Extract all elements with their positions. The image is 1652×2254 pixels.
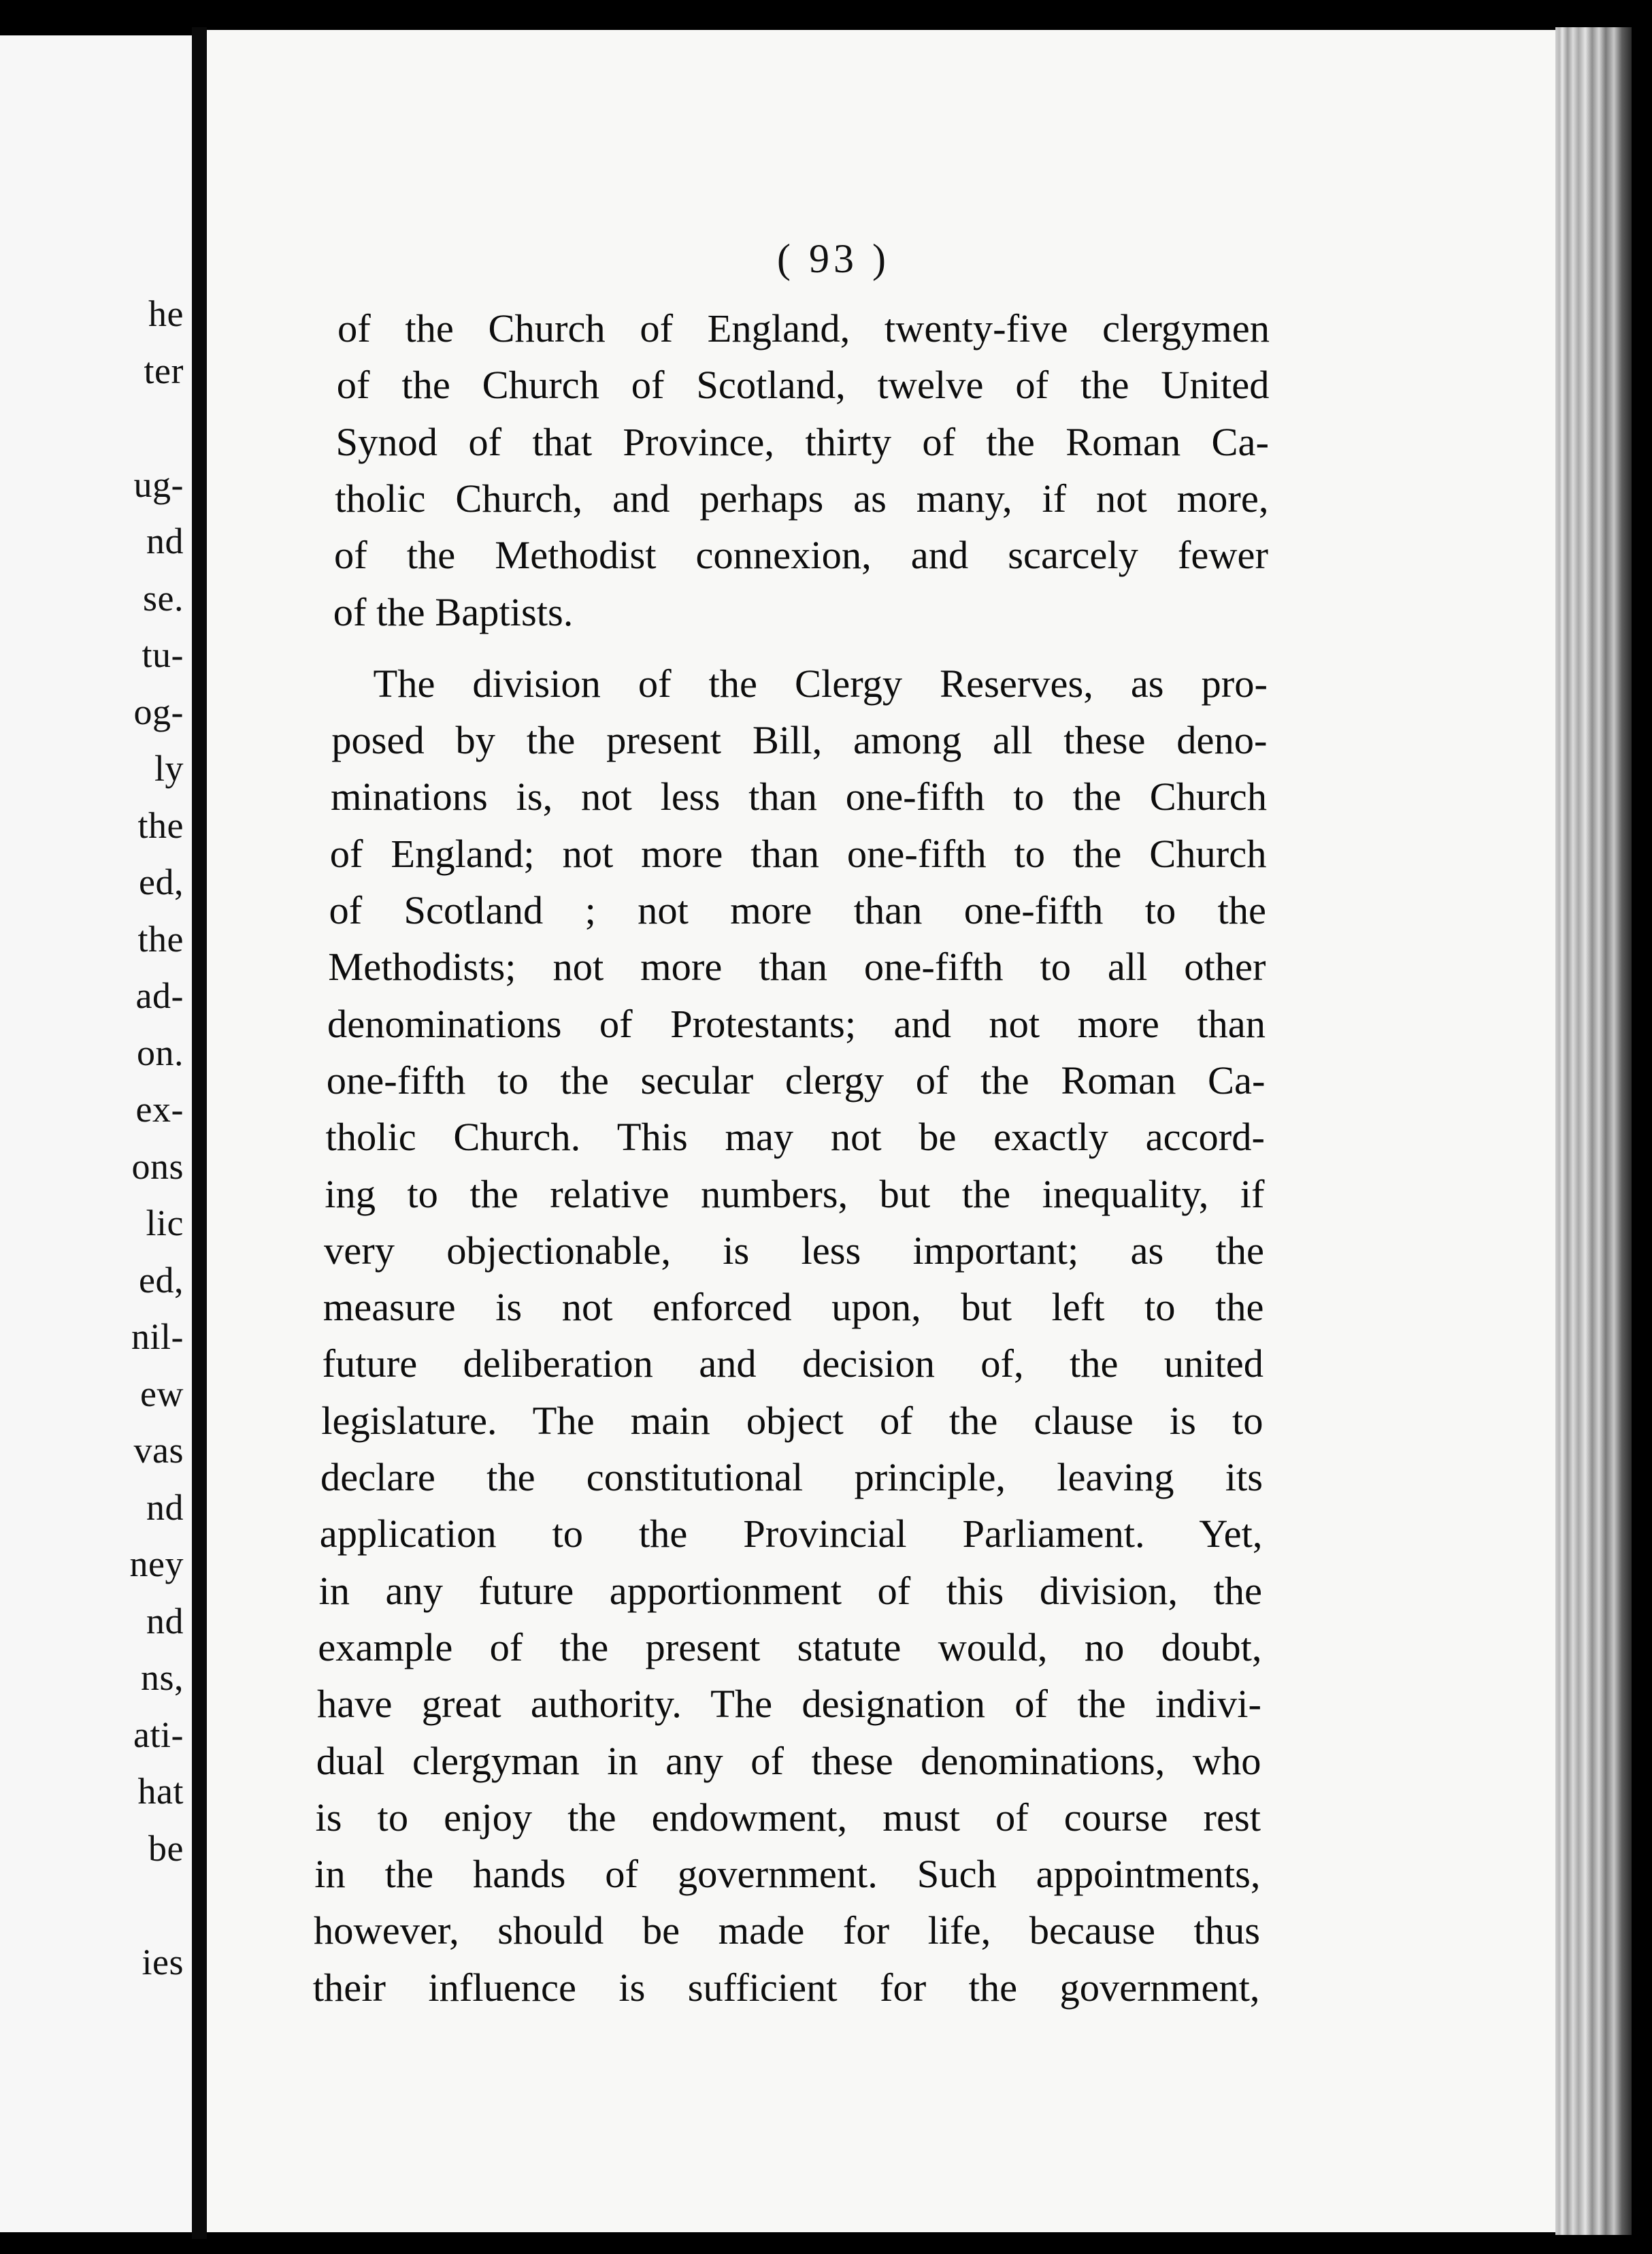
text-line: posed by the present Bill, among all these deno- — [331, 718, 1268, 763]
left-page-fragment: ug- — [133, 463, 184, 505]
text-line: application to the Provincial Parliament. Yet, — [319, 1512, 1263, 1556]
text-line: their influence is sufficient for the government, — [312, 1965, 1260, 2010]
left-page-fragment: the — [137, 804, 184, 846]
left-page-fragment: lic — [146, 1203, 184, 1243]
left-page-fragment: ad- — [135, 975, 184, 1016]
text-line: in any future apportionment of this division, the — [318, 1568, 1262, 1613]
text-line: declare the constitutional principle, leaving its — [320, 1455, 1263, 1499]
text-line: of England; not more than one-fifth to the Church — [329, 831, 1267, 876]
text-line: legislature. The main object of the clause is to — [321, 1398, 1263, 1443]
left-page-fragment: on. — [137, 1032, 184, 1073]
left-page-fragment: hat — [137, 1771, 184, 1812]
text-line: The division of the Clergy Reserves, as pro- — [373, 661, 1268, 706]
text-line: tholic Church, and perhaps as many, if not more, — [335, 476, 1269, 521]
text-line: is to enjoy the endowment, must of course rest — [315, 1795, 1261, 1840]
page-number: ( 93 ) — [777, 236, 890, 281]
left-page-fragment: ex- — [135, 1089, 184, 1130]
left-page-fragment: the — [137, 918, 184, 960]
left-page-fragment: nd — [146, 1600, 184, 1642]
left-page-fragment: he — [148, 293, 184, 334]
text-line: tholic Church. This may not be exactly accord- — [325, 1115, 1265, 1160]
left-page-fragment: be — [148, 1827, 184, 1869]
text-line: measure is not enforced upon, but left to the — [323, 1285, 1264, 1330]
left-page-fragment: se. — [143, 577, 184, 619]
left-page-fragment: ney — [129, 1544, 184, 1584]
left-page-fragment: nil- — [131, 1316, 184, 1357]
left-page-fragment: ly — [154, 748, 184, 789]
text-line: example of the present statute would, no doubt, — [318, 1624, 1262, 1669]
main-page — [207, 30, 1557, 2232]
left-page-fragment: nd — [146, 1486, 184, 1528]
text-line: Methodists; not more than one-fifth to all other — [328, 945, 1266, 990]
left-page-fragment: ies — [142, 1941, 184, 1982]
left-page-fragment: nd — [146, 521, 184, 561]
left-page-fragment: ew — [140, 1373, 184, 1414]
left-page-fragment: ed, — [139, 1259, 184, 1301]
body-text — [207, 30, 1555, 2232]
book-gutter — [192, 27, 207, 2239]
left-page-fragment: ter — [144, 350, 184, 391]
text-line: denominations of Protestants; and not more than — [327, 1001, 1266, 1046]
left-page-text-fragments — [0, 35, 192, 2232]
text-line: in the hands of government. Such appointments, — [314, 1852, 1261, 1897]
left-page-fragment: ons — [131, 1145, 184, 1187]
left-page-fragment: tu- — [142, 634, 184, 675]
text-line: however, should be made for life, because thus — [314, 1908, 1260, 1953]
text-line: of Scotland ; not more than one-fifth to the — [329, 888, 1266, 932]
text-line: very objectionable, is less important; as the — [324, 1228, 1264, 1273]
text-line: Synod of that Province, thirty of the Roman Ca- — [335, 419, 1269, 464]
text-line: of the Baptists. — [333, 589, 574, 634]
text-line: of the Church of England, twenty-five clergymen — [337, 306, 1270, 350]
text-line: minations is, not less than one-fifth to the Church — [331, 774, 1267, 819]
left-facing-page — [0, 35, 192, 2232]
page-edge-stack — [1555, 27, 1632, 2235]
left-page-fragment: og- — [133, 691, 184, 732]
text-line: of the Methodist connexion, and scarcely fewer — [334, 533, 1268, 578]
text-line: future deliberation and decision of, the united — [322, 1341, 1263, 1386]
text-line: dual clergyman in any of these denominations, who — [316, 1738, 1261, 1783]
left-page-fragment: vas — [133, 1430, 184, 1471]
left-page-fragment: ati- — [133, 1714, 184, 1755]
text-line: have great authority. The designation of the indivi- — [317, 1682, 1261, 1727]
text-line: of the Church of Scotland, twelve of the United — [336, 363, 1270, 408]
left-page-fragment: ed, — [139, 862, 184, 902]
left-page-fragment: ns, — [140, 1657, 184, 1698]
text-line: ing to the relative numbers, but the inequality, if — [325, 1171, 1265, 1216]
text-line: one-fifth to the secular clergy of the Roman Ca- — [326, 1058, 1266, 1102]
